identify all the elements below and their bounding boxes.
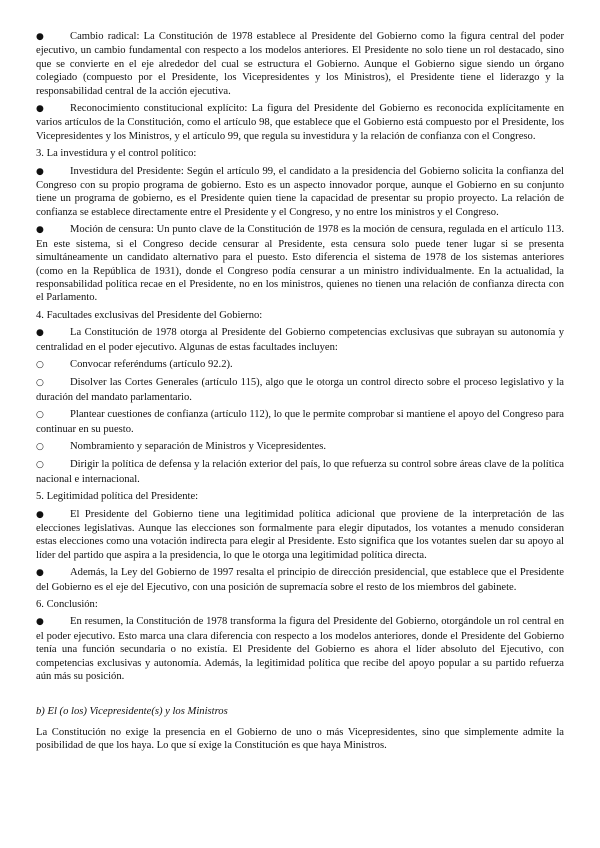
bullet-icon: ● <box>36 568 44 579</box>
spacer <box>36 687 564 705</box>
list-item <box>36 508 564 563</box>
list-item <box>36 223 564 304</box>
list-item-text: Disolver las Cortes Generales (artículo 115), algo que le otorga un control directo sobre el proceso legislativo y la duración del mandato parlamentario. <box>36 377 564 403</box>
subsection-b-heading: b) El (o los) Vicepresidente(s) y los Ministros <box>36 706 228 718</box>
bullet-icon: ● <box>36 509 44 520</box>
bullet-icon: ● <box>36 104 44 115</box>
bullet-icon: ● <box>36 166 44 177</box>
hollow-bullet-icon: ○ <box>36 460 44 471</box>
sub-list-item <box>36 408 564 436</box>
list-item-text: Dirigir la política de defensa y la relación exterior del país, lo que refuerza su control sobre áreas clave de la política nacional e internacional. <box>36 459 564 485</box>
bullet-icon: ● <box>36 328 44 339</box>
document-page <box>36 30 564 753</box>
section-3-list <box>36 165 564 305</box>
list-item-text: Nombramiento y separación de Ministros y Vicepresidentes. <box>70 440 327 452</box>
section-4-heading: 4. Facultades exclusivas del Presidente del Gobierno: <box>36 309 263 321</box>
section-6-list <box>36 615 564 683</box>
hollow-bullet-icon: ○ <box>36 359 44 370</box>
section-5-heading: 5. Legitimidad política del Presidente: <box>36 491 199 503</box>
list-item-text: El Presidente del Gobierno tiene una legitimidad política adicional que proviene de la interpretación de las elecciones legislativas. Aunque las elecciones son formalmente para elegir diputados, los votantes a menudo consideran estas elecciones como una votación indirecta para elegir al Presidente. Esto significa que los votantes suelen dar su apoyo al líder del partido que aspira a la presidencia, lo que le otorga una legitimidad política directa. <box>36 508 564 561</box>
bullet-icon: ● <box>36 617 44 628</box>
list-item-text: Plantear cuestiones de confianza (artículo 112), lo que le permite comprobar si mantiene el apoyo del Congreso para continuar en su puesto. <box>36 409 564 435</box>
sub-list-item <box>36 440 564 454</box>
list-item-text: Convocar referéndums (artículo 92.2). <box>70 358 233 370</box>
section-5-list <box>36 508 564 594</box>
list-item <box>36 165 564 220</box>
hollow-bullet-icon: ○ <box>36 378 44 389</box>
section-6-heading: 6. Conclusión: <box>36 599 98 611</box>
hollow-bullet-icon: ○ <box>36 441 44 452</box>
list-item-text: En resumen, la Constitución de 1978 transforma la figura del Presidente del Gobierno, otorgándole un rol central en el poder ejecutivo. Esto marca una clara diferencia con respecto a los modelos anteriores, donde el Presidente del Gobierno tenía una función secundaria o no existía. El Presidente del Gobierno es ahora el líder absoluto del Ejecutivo, con competencias exclusivas y autonomía. Además, la legitimidad política que recibe del apoyo popular a su partido refuerza aún más su posición. <box>36 616 564 683</box>
section-3-heading: 3. La investidura y el control político: <box>36 148 197 160</box>
list-item-text: La Constitución de 1978 otorga al Presidente del Gobierno competencias exclusivas que subrayan su autonomía y centralidad en el poder ejecutivo. Algunas de estas facultades incluyen: <box>36 327 564 353</box>
sub-list-item <box>36 458 564 486</box>
hollow-bullet-icon: ○ <box>36 410 44 421</box>
sub-list-item <box>36 376 564 404</box>
section-2-list <box>36 30 564 143</box>
list-item <box>36 102 564 143</box>
list-item <box>36 566 564 594</box>
bullet-icon: ● <box>36 32 44 42</box>
closing-paragraph: La Constitución no exige la presencia en el Gobierno de uno o más Vicepresidentes, sino que simplemente admite la posibilidad de que los haya. Lo que sí exige la Constitución es que haya Ministros. <box>36 726 564 752</box>
bullet-icon: ● <box>36 225 44 236</box>
list-item <box>36 615 564 683</box>
list-item <box>36 326 564 354</box>
list-item-text: Cambio radical: La Constitución de 1978 establece al Presidente del Gobierno como la figura central del poder ejecutivo, un cambio fundamental con respecto a los modelos anteriores. El Presidente no solo tiene un rol destacado, sino que se convierte en el eje alrededor del cual se estructura el Gobierno. Aunque el Gobierno sigue siendo un órgano colegiado (compuesto por el Presidente, los Vicepresidentes y los Ministros), el Presidente tiene el liderazgo y la responsabilidad central de la acción ejecutiva. <box>36 31 564 97</box>
list-item-text: Reconocimiento constitucional explícito: La figura del Presidente del Gobierno es reconocida explícitamente en varios artículos de la Constitución, como el artículo 98, que establece que el Gobierno está compuesto por el Presidente, los Vicepresidentes y los Ministros, y el artículo 99, que regula su investidura y la relación de confianza con el Congreso. <box>36 103 564 142</box>
section-4-list <box>36 326 564 486</box>
list-item-text: Moción de censura: Un punto clave de la Constitución de 1978 es la moción de censura, regulada en el artículo 113. En este sistema, si el Congreso decide censurar al Presidente, esta censura solo puede tener lugar si se presenta simultáneamente un candidato alternativo para el puesto. Esto diferencia el sistema de 1978 de los sistemas anteriores (como en la República de 1931), donde el Congreso podía censurar a un ministro individualmente. En la actualidad, la responsabilidad política recae en el Presidente, no en los ministros, quienes no tienen una relación de confianza directa con el Parlamento. <box>36 224 564 304</box>
list-item <box>36 30 564 98</box>
list-item-text: Además, la Ley del Gobierno de 1997 resalta el principio de dirección presidencial, que establece que el Presidente del Gobierno es el eje del Ejecutivo, con una posición de supremacía sobre el resto de los miembros del gabinete. <box>36 567 564 593</box>
list-item-text: Investidura del Presidente: Según el artículo 99, el candidato a la presidencia del Gobierno solicita la confianza del Congreso con su propio programa de gobierno. Esto es un aspecto innovador porque, aunque el Gobierno en su conjunto tiene un programa de gobierno, es el Presidente quien tiene la capacidad de presentar su propio proyecto. La relación de confianza se establece directamente entre el Presidente y el Congreso, y no entre los ministros y el Congreso. <box>36 165 564 218</box>
sub-list-item <box>36 358 564 372</box>
